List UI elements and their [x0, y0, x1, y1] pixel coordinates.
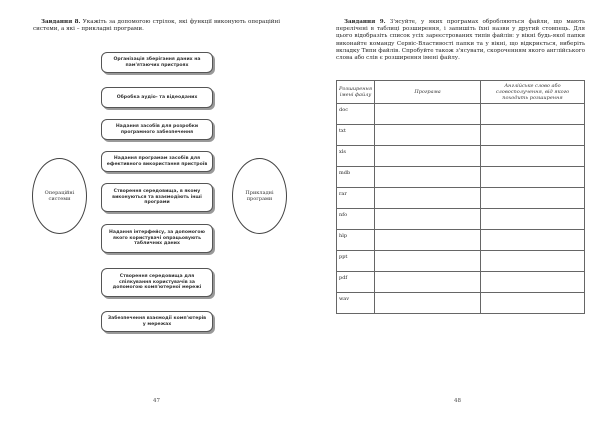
extension-cell: hlp — [337, 230, 375, 251]
table-row — [337, 167, 585, 188]
task-9-label: Завдання 9. — [344, 19, 386, 25]
program-cell[interactable] — [375, 272, 481, 293]
header-english-word: Англійське слово або словосполучення, від якого походить розширення — [480, 81, 584, 104]
english-word-cell[interactable] — [480, 146, 584, 167]
function-box: Обробка аудіо- та відеоданих — [101, 87, 213, 108]
program-cell[interactable] — [375, 104, 481, 125]
extension-cell: pdf — [337, 272, 375, 293]
table-row — [337, 293, 585, 314]
operating-systems-ellipse: Операційні системи — [32, 158, 87, 234]
english-word-cell[interactable] — [480, 230, 584, 251]
extensions-table — [336, 80, 585, 314]
english-word-cell[interactable] — [480, 167, 584, 188]
program-cell[interactable] — [375, 209, 481, 230]
function-box: Організація зберігання даних на пам'ятаючих пристроях — [101, 52, 213, 73]
task-8-text: Укажіть за допомогою стрілок, які функції виконують операційні системи, а які – прикладні програми. — [33, 19, 280, 33]
program-cell[interactable] — [375, 188, 481, 209]
english-word-cell[interactable] — [480, 272, 584, 293]
english-word-cell[interactable] — [480, 125, 584, 146]
table-row — [337, 146, 585, 167]
extension-cell: txt — [337, 125, 375, 146]
english-word-cell[interactable] — [480, 209, 584, 230]
program-cell[interactable] — [375, 293, 481, 314]
program-cell[interactable] — [375, 167, 481, 188]
program-cell[interactable] — [375, 230, 481, 251]
function-box: Створення середовища для спілкування користувачів за допомогою комп'ютерної мережі — [101, 268, 213, 297]
english-word-cell[interactable] — [480, 251, 584, 272]
program-cell[interactable] — [375, 146, 481, 167]
english-word-cell[interactable] — [480, 293, 584, 314]
function-box: Створення середовища, в якому виконуються та взаємодіють інші програми — [101, 183, 213, 212]
task-9-text: З'ясуйте, у яких програмах обробляються файли, що мають перелічені в таблиці розширення, і запишіть їхні назви у другий стовпець. Для цього відобразіть список усіх зареєстрованих типів файлів: у вікні будь-якої папки виконайте команду Сервіс-Властивості папки та у вікні, що відкриється, виберіть вкладку Типи файлів. Спробуйте також з'ясувати, скороченням якого англійського слова або слів є розширення імені файлу. — [336, 19, 586, 62]
extension-cell: mdb — [337, 167, 375, 188]
english-word-cell[interactable] — [480, 188, 584, 209]
extension-cell: doc — [337, 104, 375, 125]
page-number: 47 — [153, 398, 160, 404]
table-row — [337, 104, 585, 125]
extension-cell: wav — [337, 293, 375, 314]
right-page — [300, 0, 600, 424]
extension-cell: xls — [337, 146, 375, 167]
task-9 — [336, 19, 585, 62]
applications-ellipse: Прикладні програми — [232, 158, 287, 234]
task-8-label: Завдання 8. — [41, 19, 81, 25]
extension-cell: ppt — [337, 251, 375, 272]
english-word-cell[interactable] — [480, 104, 584, 125]
program-cell[interactable] — [375, 125, 481, 146]
extension-cell: nfo — [337, 209, 375, 230]
header-extension: Розширення імені файлу — [337, 81, 375, 104]
task-8 — [33, 19, 280, 33]
page-number: 48 — [454, 398, 461, 404]
function-box: Надання засобів для розробки програмного забезпечення — [101, 119, 213, 140]
function-box: Надання інтерфейсу, за допомогою якого користувачі опрацьовують табличних даних — [101, 224, 213, 253]
function-box: Забезпечення взаємодії комп'ютерів у мережах — [101, 311, 213, 332]
table-header-row — [337, 81, 585, 104]
table-row — [337, 230, 585, 251]
table-row — [337, 125, 585, 146]
extension-cell: rar — [337, 188, 375, 209]
table-row — [337, 209, 585, 230]
table-row — [337, 251, 585, 272]
program-cell[interactable] — [375, 251, 481, 272]
table-row — [337, 188, 585, 209]
table-row — [337, 272, 585, 293]
function-box: Надання програмам засобів для ефективного використання пристроїв — [101, 151, 213, 172]
header-program: Програма — [375, 81, 481, 104]
